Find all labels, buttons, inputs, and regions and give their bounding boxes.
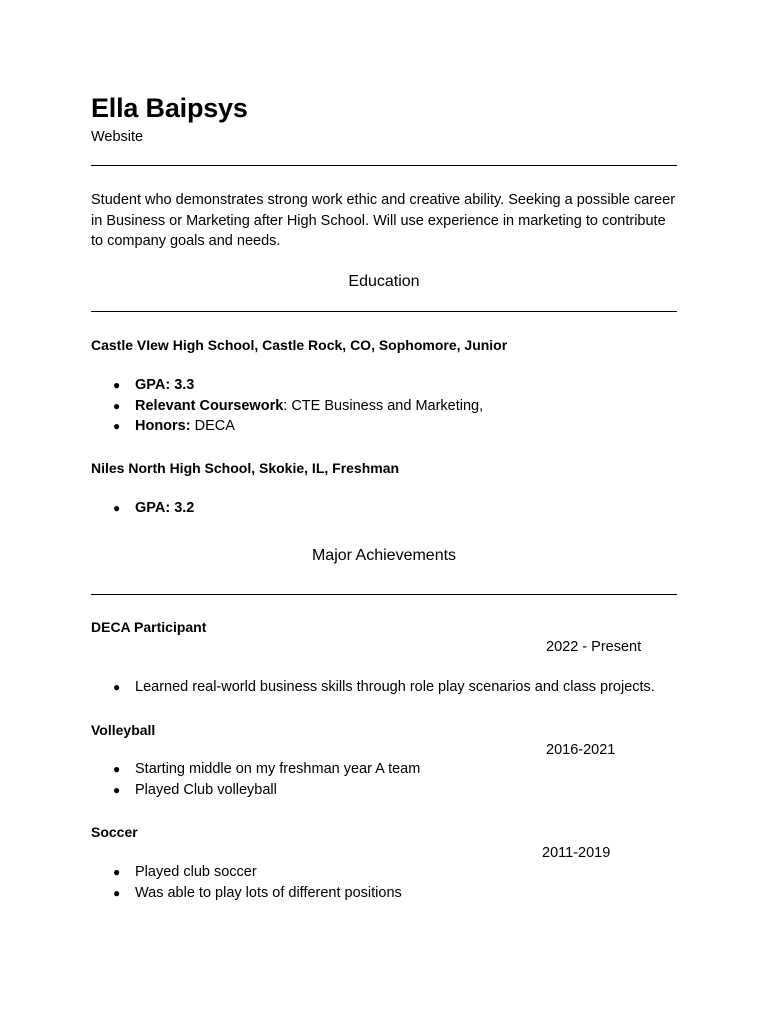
achievement-title: Volleyball [91,722,156,738]
achievement-title: DECA Participant [91,619,207,635]
school-heading: Niles North High School, Skokie, IL, Freshman [91,460,400,476]
school-heading: Castle VIew High School, Castle Rock, CO, Sophomore, Junior [91,337,508,353]
gpa-label: GPA: 3.2 [135,500,195,516]
achievement-bullet: Played club soccer [135,864,257,880]
achievement-list [91,759,420,800]
achievement-bullet: Played Club volleyball [135,781,277,798]
achievement-list [91,862,402,903]
resume-page [91,0,681,1024]
coursework-label: Relevant Coursework [135,397,284,414]
bullet-icon: ● [113,885,121,900]
achievement-bullet: Starting middle on my freshman year A team [135,761,421,777]
achievement-title: Soccer [91,824,138,840]
achievements-heading: Major Achievements [311,547,457,564]
list-item [91,396,483,417]
school-details-list [91,375,483,437]
bullet-icon: ● [113,762,121,776]
honors-label: Honors: [135,418,191,434]
divider [91,311,677,312]
list-item [91,375,483,396]
school-details-list [91,498,194,519]
achievement-date: 2016-2021 [546,742,616,758]
achievement-list [91,677,655,698]
website-link[interactable]: Website [91,129,144,145]
list-item [91,883,402,904]
bullet-icon: ● [113,501,121,515]
bullet-icon: ● [113,419,121,433]
list-item [91,780,420,801]
bullet-icon: ● [113,865,121,879]
honors-value: DECA [190,418,235,434]
divider [91,165,677,166]
achievement-bullet: Learned real-world business skills through role play scenarios and class projects. [135,679,655,695]
bullet-icon: ● [113,378,121,392]
applicant-name: Ella Baipsys [91,93,248,123]
list-item [91,677,655,698]
achievement-bullet: Was able to play lots of different positions [135,884,402,901]
achievement-date: 2022 - Present [546,639,642,655]
achievement-date: 2011-2019 [542,845,611,861]
gpa-label: GPA: 3.3 [135,377,195,393]
coursework-value: : CTE Business and Marketing, [283,397,484,414]
education-heading: Education [348,273,420,290]
list-item [91,416,483,437]
bullet-icon: ● [113,398,121,413]
divider [91,594,677,595]
list-item [91,862,402,883]
bullet-icon: ● [113,782,121,797]
summary-paragraph: Student who demonstrates strong work ethic and creative ability. Seeking a possible career in Business or Marketing after High School. Will use experience in marketing to contribute to company goals and needs. [91,192,676,249]
bullet-icon: ● [113,680,121,694]
list-item [91,759,420,780]
list-item [91,498,194,519]
